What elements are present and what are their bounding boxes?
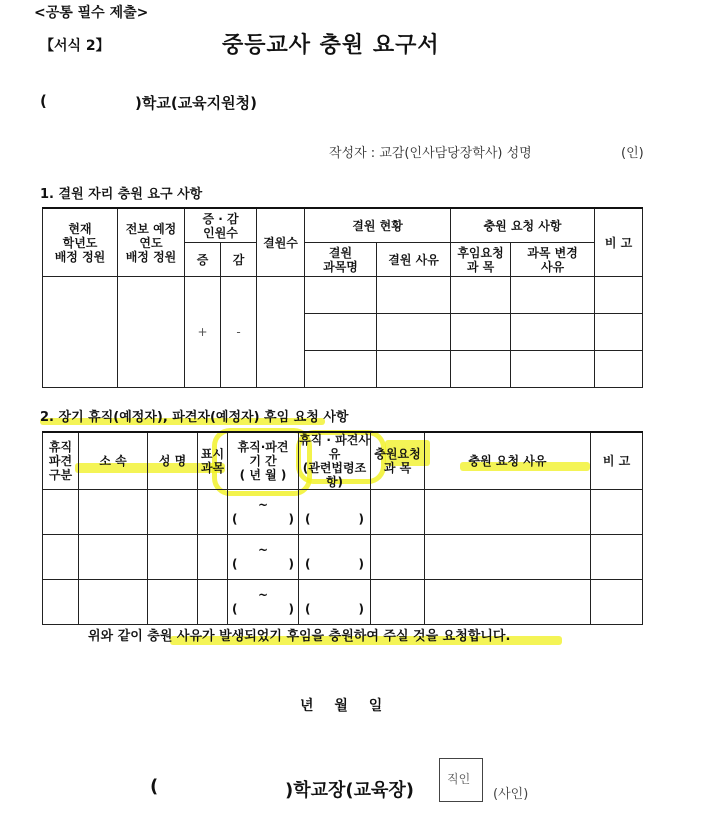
section2-title: 2. 장기 휴직(예정자), 파견자(예정자) 후임 요청 사항 [40,410,349,425]
header-change-reason: 과목 변경 사유 [511,243,595,277]
header-request-reason: 충원 요청 사유 [425,432,591,490]
writer-label: 작성자 : 교감(인사담당장학사) 성명 [329,146,532,161]
closing-statement: 위와 같이 충원 사유가 발생되었기 후임을 충원하여 주실 것을 요청합니다. [88,629,511,644]
paren-close: ) [288,602,294,616]
table-cell[interactable] [377,351,451,388]
paren-open: ( [232,602,238,616]
header-change-count: 증 · 감 인원수 [185,208,257,243]
table-cell[interactable] [377,277,451,314]
header-request-subject: 후임요청 과 목 [451,243,511,277]
header-request: 충원 요청 사항 [451,208,595,243]
cell-transfer-quota[interactable] [118,277,185,388]
table-cell[interactable] [148,580,198,625]
paren-close: ) [288,512,294,526]
table-cell[interactable] [425,535,591,580]
header-period: 휴직·파견 기 간 ( 년 월 ) [228,432,299,490]
paren-open: ( [232,557,238,571]
table-cell[interactable] [591,580,643,625]
sign-open-paren: ( [150,776,159,797]
paren-close: ) [358,602,364,616]
table-cell[interactable] [451,277,511,314]
reason-cell[interactable] [299,580,371,625]
official-seal-text: 직인 [447,772,471,786]
table-cell[interactable] [511,277,595,314]
header-name: 성 명 [148,432,198,490]
date-line: 년 월 일 [300,698,383,714]
table-cell[interactable] [79,580,148,625]
table-cell[interactable] [79,490,148,535]
table-cell[interactable] [377,314,451,351]
top-tag: <공통 필수 제출> [34,5,149,21]
reason-cell[interactable] [299,490,371,535]
table-cell[interactable] [371,490,425,535]
table-cell[interactable] [425,580,591,625]
table-cell[interactable] [148,535,198,580]
table-cell[interactable] [595,277,643,314]
header-display-subject: 표시 과목 [198,432,228,490]
document-title: 중등교사 충원 요구서 [222,33,440,58]
tilde: ~ [257,588,269,602]
section1-title: 1. 결원 자리 충원 요구 사항 [40,187,203,202]
table-cell[interactable] [595,351,643,388]
paren-open: ( [232,512,238,526]
cell-plus[interactable] [185,277,221,388]
header-transfer-quota: 전보 예정 연도 배정 정원 [118,208,185,277]
principal-label: )학교장(교육장) [285,780,415,801]
header-current-quota: 현재 학년도 배정 정원 [43,208,118,277]
table-cell[interactable] [43,490,79,535]
tilde: ~ [257,543,269,557]
header-vacancy-subject: 결원 과목명 [305,243,377,277]
header-plus: 증 [185,243,221,277]
table-cell[interactable] [43,580,79,625]
paren-open: ( [305,602,311,616]
school-open-paren: ( [40,92,47,110]
form-number: 【서식 2】 [40,38,110,54]
vacancy-table [42,207,643,388]
period-cell[interactable] [228,580,299,625]
header-leave-reason: 휴직 · 파견사유 (관련법령조항) [299,433,370,489]
table-cell[interactable] [371,535,425,580]
table-cell[interactable] [148,490,198,535]
table-cell[interactable] [79,535,148,580]
table-cell[interactable] [451,351,511,388]
table-cell[interactable] [305,277,377,314]
cell-current-quota[interactable] [43,277,118,388]
header-remarks: 비 고 [591,432,643,490]
signature-mark: (사인) [493,787,529,802]
plus-sign: + [197,325,208,339]
reason-cell[interactable] [299,535,371,580]
school-name-label: )학교(교육지원청) [135,94,257,112]
writer-seal: (인) [621,146,644,161]
header-vacancy-count: 결원수 [257,208,305,277]
period-cell[interactable] [228,535,299,580]
header-leave-type: 휴직 파견 구분 [43,432,79,490]
table-cell[interactable] [591,535,643,580]
tilde: ~ [257,498,269,512]
table-cell[interactable] [198,490,228,535]
paren-open: ( [305,512,311,526]
header-affiliation: 소 속 [79,432,148,490]
header-request-subject: 충원요청 과 목 [371,432,425,490]
table-cell[interactable] [591,490,643,535]
header-remarks: 비 고 [595,208,643,277]
table-cell[interactable] [595,314,643,351]
paren-close: ) [358,557,364,571]
period-cell[interactable] [228,490,299,535]
table-cell[interactable] [511,314,595,351]
table-cell[interactable] [371,580,425,625]
table-cell[interactable] [305,351,377,388]
table-cell[interactable] [198,535,228,580]
table-cell[interactable] [305,314,377,351]
header-minus: 감 [221,243,257,277]
cell-vacancy-count[interactable] [257,277,305,388]
table-cell[interactable] [425,490,591,535]
table-cell[interactable] [43,535,79,580]
minus-sign: - [236,325,241,339]
table-cell[interactable] [198,580,228,625]
paren-close: ) [358,512,364,526]
leave-table [42,431,643,625]
table-cell[interactable] [451,314,511,351]
paren-close: ) [288,557,294,571]
cell-minus[interactable] [221,277,257,388]
paren-open: ( [305,557,311,571]
header-vacancy-status: 결원 현황 [305,208,451,243]
table-cell[interactable] [511,351,595,388]
header-vacancy-reason: 결원 사유 [377,243,451,277]
